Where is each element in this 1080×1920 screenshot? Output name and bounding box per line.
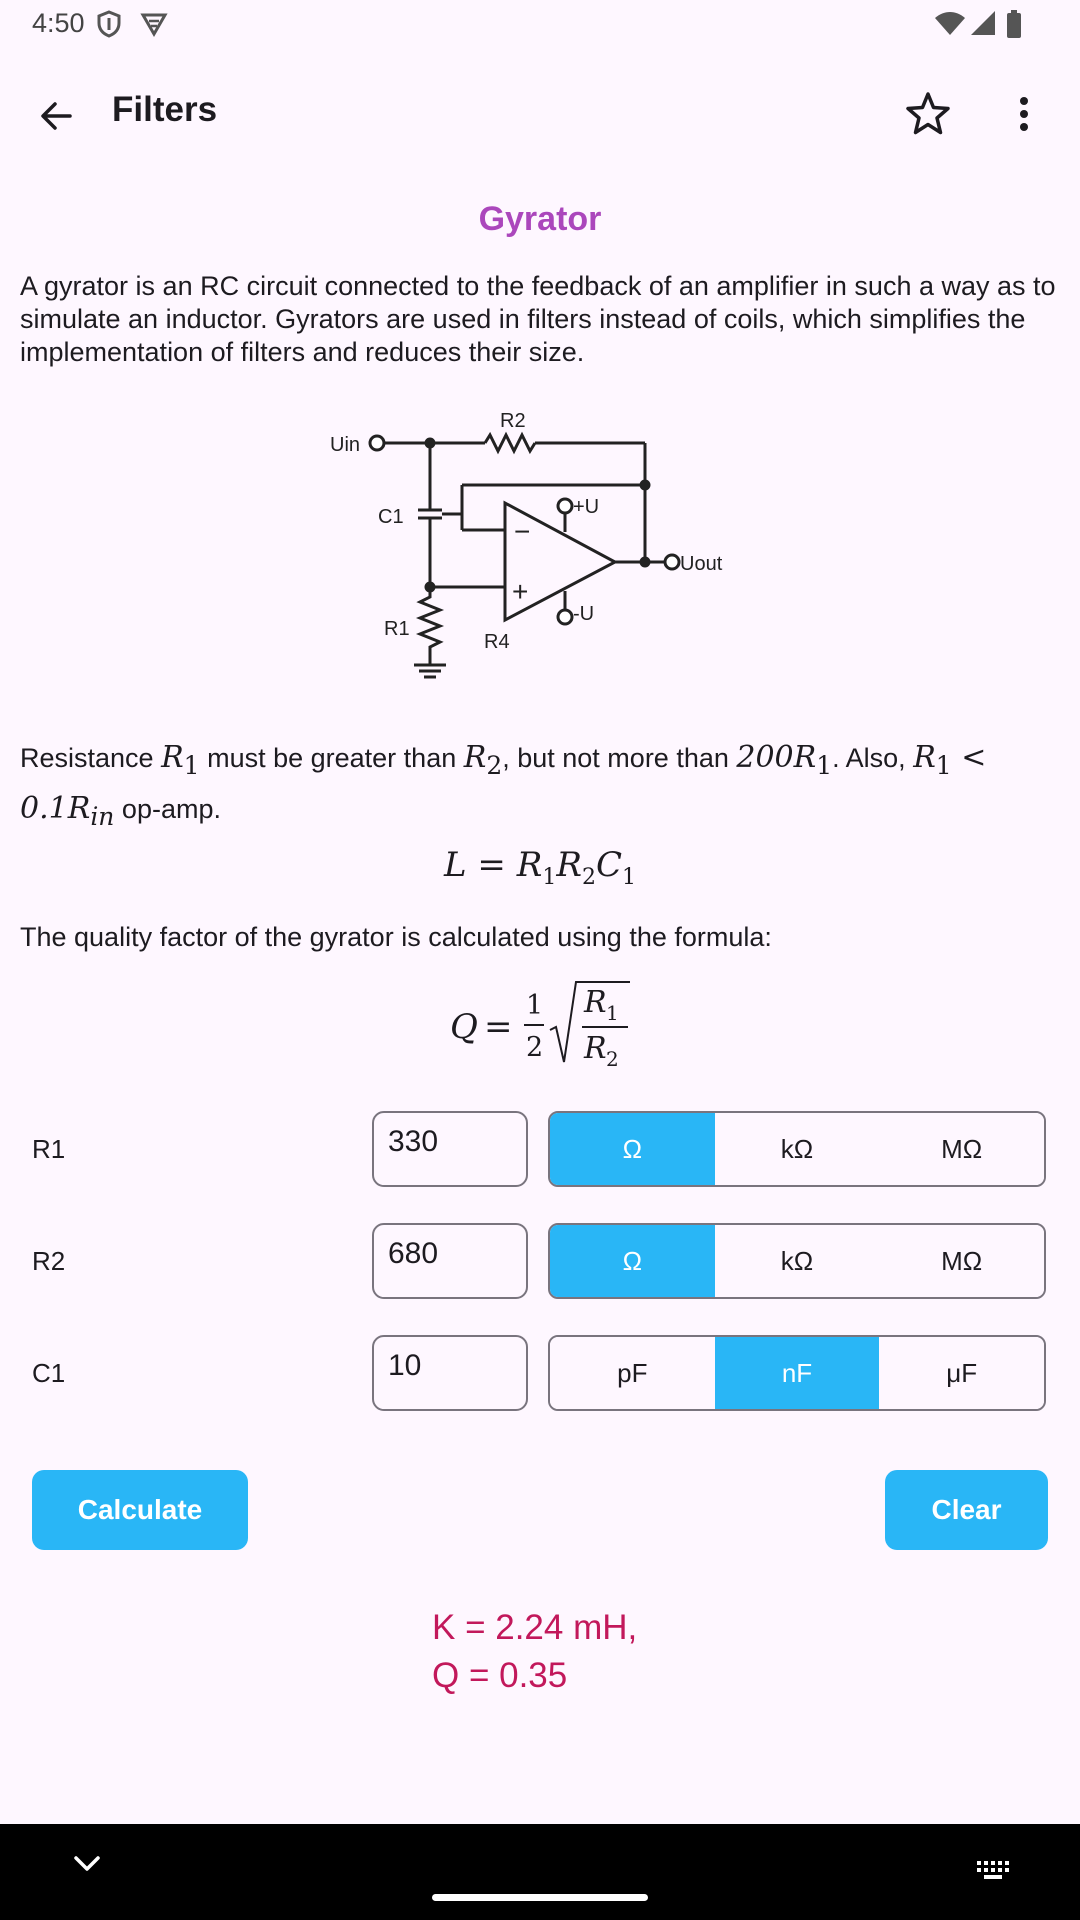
- battery-icon: [1006, 10, 1022, 38]
- label-r1: R1: [384, 618, 410, 640]
- quality-factor-text: The quality factor of the gyrator is calculated using the formula:: [20, 922, 772, 952]
- app-title: Filters: [112, 90, 218, 129]
- label-minus-u: -U: [573, 603, 595, 625]
- formula-inductance: $L = R_1R_2C_1$: [444, 845, 636, 890]
- r1-value-input[interactable]: 330: [372, 1111, 528, 1187]
- label-uout: Uout: [680, 553, 723, 575]
- vpn-icon: [140, 10, 168, 38]
- r2-label: R2: [32, 1246, 66, 1276]
- chevron-down-icon[interactable]: [70, 1852, 104, 1876]
- star-outline-icon: [905, 91, 951, 137]
- wifi-icon: [934, 10, 966, 36]
- calculate-button[interactable]: Calculate: [32, 1470, 248, 1550]
- svg-text:1: 1: [606, 1001, 619, 1025]
- more-vert-icon: [1018, 96, 1030, 132]
- svg-text:R: R: [584, 985, 607, 1020]
- r1-unit-mohm[interactable]: MΩ: [879, 1113, 1044, 1185]
- r1-unit-ohm[interactable]: Ω: [550, 1113, 715, 1185]
- svg-text:Q: Q: [450, 1007, 478, 1047]
- math-r1-less: $R_1$ <: [913, 740, 987, 780]
- condition-paragraph: Resistance $R_1$ must be greater than $R_2$, but not more than $200R_1$. Also, $R_1$ < $0.1R_{in}$ op-amp.: [20, 740, 987, 831]
- clear-button[interactable]: Clear: [885, 1470, 1048, 1550]
- svg-text:2: 2: [526, 1032, 544, 1063]
- arrow-back-icon: [38, 98, 74, 134]
- label-c1: C1: [378, 506, 404, 528]
- r2-unit-kohm[interactable]: kΩ: [715, 1225, 880, 1297]
- r2-unit-selector: [548, 1223, 1046, 1299]
- c1-unit-selector: [548, 1335, 1046, 1411]
- math-r1: $R_1$: [161, 740, 200, 780]
- label-r4: R4: [484, 631, 510, 653]
- r1-unit-selector: [548, 1111, 1046, 1187]
- label-uin: Uin: [330, 434, 361, 456]
- c1-unit-pf[interactable]: pF: [550, 1337, 715, 1409]
- c1-unit-uf[interactable]: μF: [879, 1337, 1044, 1409]
- svg-text:1: 1: [526, 990, 544, 1021]
- c1-label: C1: [32, 1358, 66, 1388]
- r2-value-input[interactable]: 680: [372, 1223, 528, 1299]
- math-r2: $R_2$: [463, 740, 503, 780]
- gyrator-circuit-diagram: [320, 405, 750, 695]
- favorite-button[interactable]: [898, 84, 958, 144]
- label-minus-sign: −: [514, 516, 531, 547]
- label-plus-u: +U: [573, 496, 600, 518]
- keyboard-icon[interactable]: [976, 1860, 1012, 1882]
- more-options-button[interactable]: [994, 84, 1054, 144]
- label-plus-sign: +: [512, 576, 529, 607]
- app-bar: [0, 62, 1080, 162]
- svg-text:2: 2: [606, 1047, 619, 1068]
- label-r2: R2: [500, 410, 526, 432]
- r1-label: R1: [32, 1134, 66, 1164]
- signal-icon: [970, 10, 996, 36]
- intro-paragraph: A gyrator is an RC circuit connected to the feedback of an amplifier in such a way as to simulate an inductor. Gyrators are used in filters instead of coils, which simplifies the implementation of filters and reduces their size.: [20, 271, 1056, 367]
- shield-icon: [96, 10, 122, 38]
- r1-unit-kohm[interactable]: kΩ: [715, 1113, 880, 1185]
- status-time: 4:50: [32, 8, 85, 38]
- r2-unit-mohm[interactable]: MΩ: [879, 1225, 1044, 1297]
- c1-unit-nf[interactable]: nF: [715, 1337, 880, 1409]
- result-inductance: K = 2.24 mH,: [432, 1608, 638, 1647]
- math-rin: $0.1R_{in}$: [20, 791, 115, 831]
- svg-text:=: =: [484, 1007, 513, 1047]
- formula-quality-factor: [440, 978, 640, 1068]
- page-title: Gyrator: [478, 200, 602, 238]
- status-bar: [0, 0, 1080, 48]
- svg-text:R: R: [584, 1031, 607, 1066]
- home-handle[interactable]: [432, 1894, 648, 1901]
- result-quality-factor: Q = 0.35: [432, 1656, 568, 1695]
- back-button[interactable]: [26, 86, 86, 146]
- c1-value-input[interactable]: 10: [372, 1335, 528, 1411]
- math-200r1: $200R_1$: [736, 740, 833, 780]
- navigation-bar: [0, 1824, 1080, 1920]
- r2-unit-ohm[interactable]: Ω: [550, 1225, 715, 1297]
